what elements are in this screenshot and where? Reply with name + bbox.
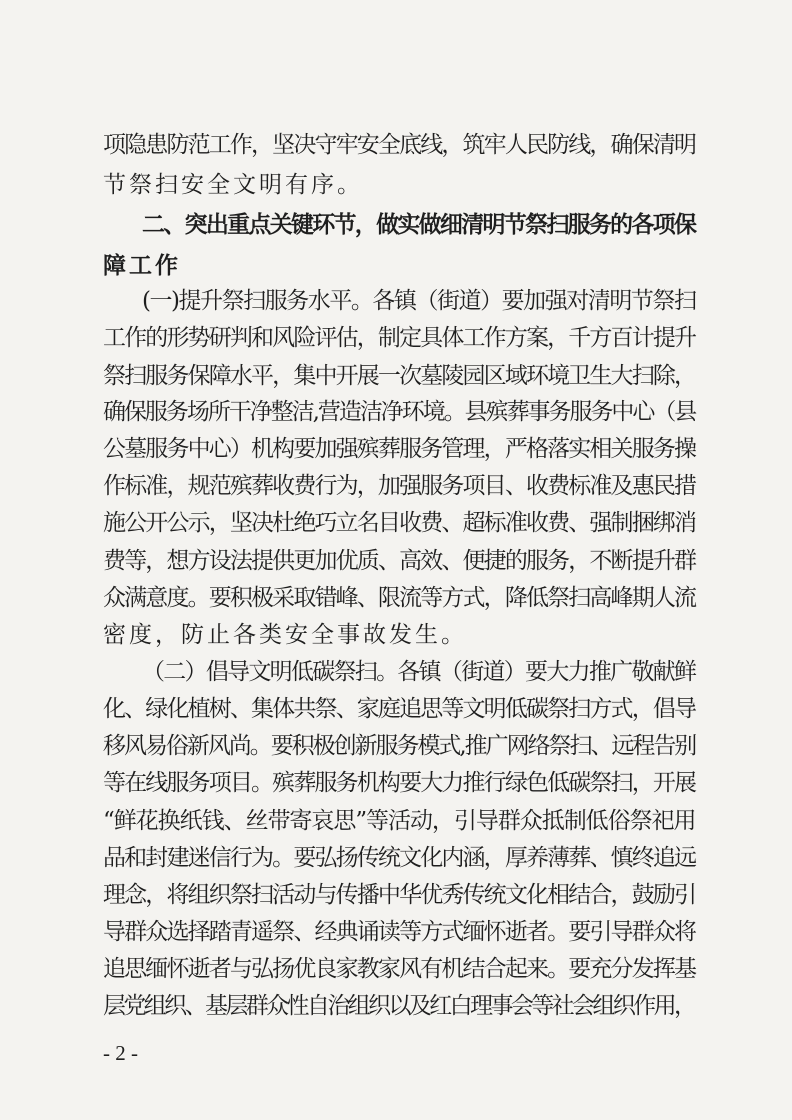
body-text-line: 作标准，规范殡葬收费行为，加强服务项目、收费标准及惠民措: [103, 473, 696, 499]
subsection-title-line: （二）倡导文明低碳祭扫。各镇（街道）要大力推广敬献鲜: [142, 659, 696, 685]
body-text-line: 移风易俗新风尚。要积极创新服务模式,推广网络祭扫、远程告别: [103, 733, 696, 759]
body-text-line: 公墓服务中心）机构要加强殡葬服务管理，严格落实相关服务操: [103, 436, 696, 462]
section-heading-line: 二、突出重点关键环节，做实做细清明节祭扫服务的各项保: [142, 212, 696, 238]
body-text-line: 层党组织、基层群众性自治组织以及红白理事会等社会组织作用，: [103, 993, 695, 1019]
body-text-line: “鲜花换纸钱、丝带寄哀思”等活动，引导群众抵制低俗祭祀用: [103, 808, 696, 834]
body-text-line: 密度，防止各类安全事故发生。: [103, 622, 467, 648]
body-text-line: 理念，将组织祭扫活动与传播中华优秀传统文化相结合，鼓励引: [103, 882, 696, 908]
body-text-line: 导群众选择踏青遥祭、经典诵读等方式缅怀逝者。要引导群众将: [103, 919, 696, 945]
section-heading-line: 障工作: [103, 253, 181, 279]
page-number: - 2 -: [103, 1041, 138, 1065]
body-text-line: 祭扫服务保障水平，集中开展一次墓陵园区域环境卫生大扫除，: [103, 363, 696, 389]
body-text-line: 追思缅怀逝者与弘扬优良家教家风有机结合起来。要充分发挥基: [103, 956, 696, 982]
body-text-line: 施公开公示，坚决杜绝巧立名目收费、超标准收费、强制捆绑消: [103, 510, 696, 536]
body-text-line: 品和封建迷信行为。要弘扬传统文化内涵，厚养薄葬、慎终追远: [103, 845, 696, 871]
body-text-line: 项隐患防范工作，坚决守牢安全底线，筑牢人民防线，确保清明: [103, 132, 696, 158]
body-text-line: 化、绿化植树、集体共祭、家庭追思等文明低碳祭扫方式，倡导: [103, 696, 696, 722]
body-text-line: 众满意度。要积极采取错峰、限流等方式，降低祭扫高峰期人流: [103, 585, 696, 611]
body-text-line: 工作的形势研判和风险评估，制定具体工作方案，千方百计提升: [103, 325, 696, 351]
subsection-title-line: (一)提升祭扫服务水平。各镇（街道）要加强对清明节祭扫: [142, 288, 696, 314]
body-text-line: 节祭扫安全文明有序。: [103, 172, 363, 198]
body-text-line: 费等，想方设法提供更加优质、高效、便捷的服务，不断提升群: [103, 548, 696, 574]
body-text-line: 等在线服务项目。殡葬服务机构要大力推行绿色低碳祭扫，开展: [103, 770, 696, 796]
body-text-line: 确保服务场所干净整洁,营造洁净环境。县殡葬事务服务中心（县: [103, 399, 696, 425]
